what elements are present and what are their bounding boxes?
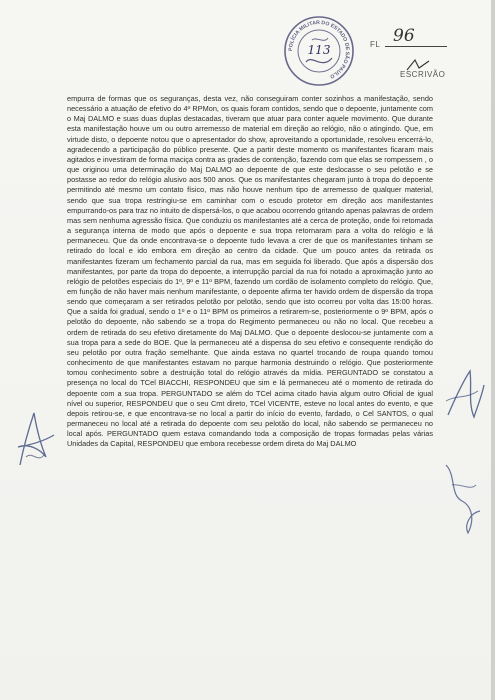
left-margin-initials	[10, 405, 58, 475]
right-margin-initials	[440, 365, 486, 435]
folio-number: 96	[393, 26, 415, 46]
page-edge-shadow	[491, 0, 495, 700]
right-margin-signature	[440, 455, 484, 545]
clerk-label: ESCRIVÃO	[400, 70, 446, 79]
stamp-ring-text: POLÍCIA MILITAR DO ESTADO DE SÃO PAULO	[287, 19, 351, 80]
stamp-number: 113	[307, 43, 331, 57]
official-stamp	[282, 14, 356, 88]
folio-underline	[385, 46, 447, 47]
folio-label: FL	[370, 40, 381, 49]
testimony-body-text: empurra de formas que os seguranças, desta vez, não conseguiram conter sozinhos a manifestação, sendo necessário a atuação de efetivo do 4º RPMon, os quais foram contidos, sendo que o depoente, juntamente com o Maj DALMO e suas duas duplas destacadas, tiveram que atuar para conter aquele movimento. Que durante esta manifestação houve um ou outro arremesso de material em direção ao relógio, não o atingindo. Que, em virtude disto, o depoente notou que o apresentador do show, aproveitando a oportunidade, resolveu encerrá-lo, agradecendo a participação do público presente. Que a partir deste momento os manifestantes ficaram mais agitados e investiram de forma maciça contra as grades de contenção, fazendo com que elas se rompessem , o que originou uma determinação do Maj DALMO ao depoente de que este deslocasse o seu pelotão e se postasse ao redor do relógio alusivo aos 500 anos. Que os manifestantes chegaram junto à tropa do depoente permitindo até mesmo um contato físico, mas não houve nenhum tipo de arremesso de qualquer material, sendo que sua tropa restringiu-se em caminhar com o escudo protetor em direção aos manifestantes empurrando-os para traz no intuito de dispersá-los, o que acabou ocorrendo gritando apenas palavras de ordem mas sem nenhuma agressão física. Que conduziu os manifestantes até a cerca de proteção, onde foi retomada a segurança interna de modo que após o depoente e sua tropa retornaram para a volta do relógio e lá permaneceu. Que da onde encontrava-se o depoente tudo levava a crer de que os manifestantes tinham se retirado do local e ido embora em direção ao centro da cidade. Que um pouco antes da retirada os manifestantes fizeram um fechamento parcial da rua, mas em seguida foi liberado. Que após a dispersão dos manifestantes, por parte da tropa do depoente, a interrupção parcial da rua foi notado a aproximação junto ao relógio de pelotões especiais do 1º, 9º e 11º BPM, fazendo um cordão de isolamento completo do relógio. Que, em função de não haver mais nenhum manifestante, o depoente afirma ter havido ordem de dispersão da tropa sendo que começaram a ser retirados pelotão por pelotão, sendo que isto ocorreu por volta das 15:00 horas. Que a saída foi gradual, sendo o 1º e o 11º BPM os primeiros a retirarem-se, posteriormente o 9º BPM, após o pelotão do depoente, não sabendo se a tropa do Regimento permaneceu ou não no local. Que recebeu a ordem de retirada do seu efetivo diretamente do Maj DALMO. Que o depoente deslocou-se juntamente com a sua tropa para a sede do BOE. Que la permaneceu até a dispensa do seu efetivo e consequente rendição do seu pelotão por outra fração semelhante. Que ainda estava no quartel trocando de roupa quando tomou conhecimento de que manifestantes estavam no parque harmonia destruindo o relógio. Que posteriormente tomou conhecimento sobre a destruição total do relógio através da mídia. PERGUNTADO se constatou a presença no local do TCel BIACCHI, RESPONDEU que sim e lá permaneceu até o momento de retirada do depoente com a sua tropa. PERGUNTADO se além do TCel acima citado havia algum outro Oficial de igual nível ou superior, RESPONDEU que o seu Cmt direto, TCel VICENTE, esteve no local antes do evento, e que depois retirou-se, e que encontrava-se no local a partir do início do evento, fardado, o Cel SANTOS, o qual permaneceu no local até a retirada do depoente com seu pelotão do local, não sabendo se permaneceu no local após. PERGUNTADO quem estava comandando toda a composição de tropas formadas pelas várias Unidades da Capital, RESPONDEU que embora recebesse ordem direta do Maj DALMO	[67, 94, 433, 449]
